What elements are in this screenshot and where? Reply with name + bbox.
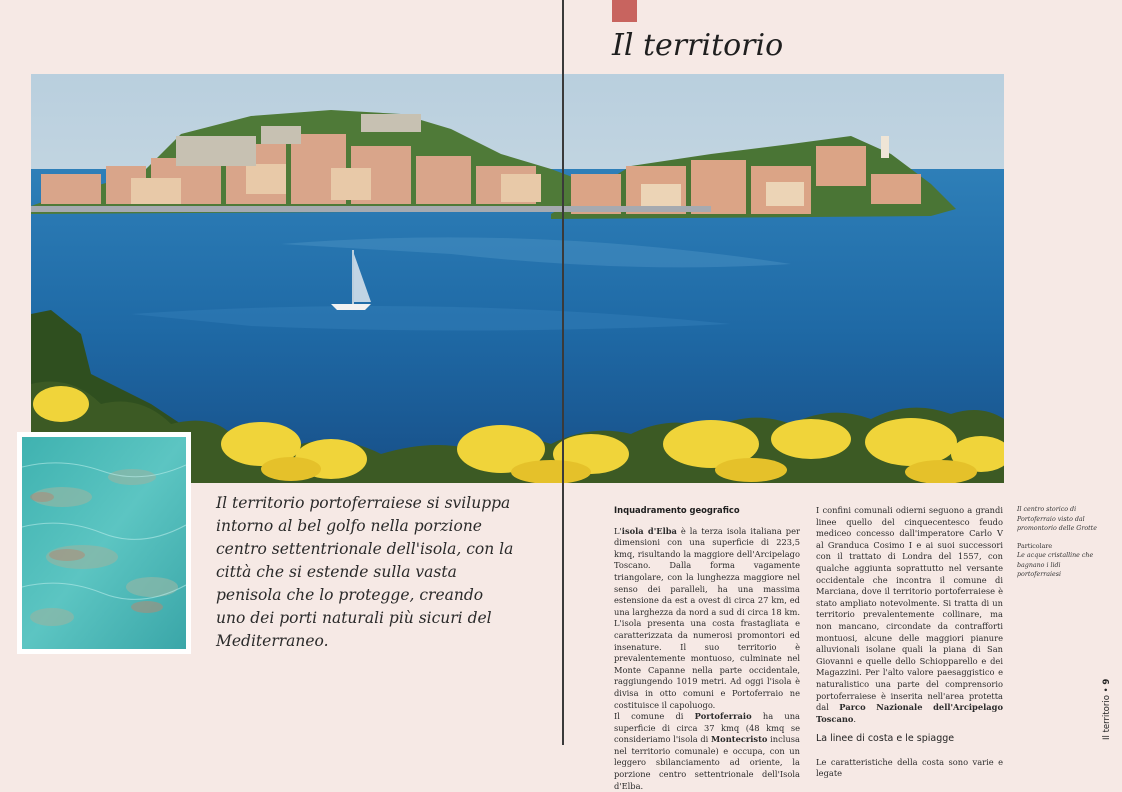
paragraph-confini [816,505,1003,725]
text-column-2 [816,505,1003,780]
inset-photo-frame [17,432,191,654]
text-column-1 [614,505,800,792]
lead-paragraph: Il territorio portoferraiese si sviluppa intorno al bel golfo nella porzione centro settentrionale dell'isola, con la città che si estende sulla vasta penisola che lo protegge, creando uno dei porti naturali più sicuri del Mediterraneo. [216,494,514,650]
paragraph-portoferraio [614,711,800,792]
text-run: . [853,713,857,724]
section-heading-geography: Inquadramento geografico [614,505,740,515]
text-run: ha una superficie di circa 37 kmq (48 kmq se consideriamo l'isola di [614,711,800,745]
caption-main-photo: Il centro storico di Portoferraio visto dal promontorio delle Grotte [1017,506,1097,532]
text-run: L' [614,525,622,536]
text-run: Il comune di [614,711,695,722]
text-run: inclusa nel territorio comunale) e occupa, con un leggero sbilanciamento ad oriente, la porzione centro settentrionale dell'Isola d'Elba. [614,734,800,791]
page-title: Il territorio [612,28,784,63]
page-folio [1102,679,1112,740]
accent-color-box [612,0,637,22]
text-run: I confini comunali odierni seguono a grandi linee quello del cinquecentesco feudo mediceo concesso dall'imperatore Carlo V al Granduca Cosimo I e ai suoi successori con il trattato di Londra del 1557, con qualche aggiunta soprattutto nel versante occidentale che incontra il comune di Marciana, dove il territorio portoferraiese è stato ampliato notevolmente. Si tratta di un territorio prevalentemente collinare, ma non mancano, circondate da contrafforti montuosi, alcune delle maggiori pianure alluvionali isolane quali la piana di San Giovanni e quelle dello Schiopparello e dei Magazzini. Per l'alto valore paesaggistico e naturalistico una parte del comprensorio portoferraiese è inserita nell'area protetta dal [816,505,1003,713]
paragraph-elba [614,526,800,712]
main-photo-panorama [31,74,1004,483]
page-gutter [562,0,564,745]
paragraph-coast: Le caratteristiche della costa sono varie e legate [816,756,1003,779]
bold-term-portoferraio: Portoferraio [694,711,752,722]
bold-term-montecristo: Montecristo [710,734,768,745]
photo-captions [1017,505,1097,580]
folio-section: Il territorio [1102,695,1112,740]
folio-separator: • [1102,687,1112,693]
inset-photo-water [22,437,186,649]
section-heading-coast: La linee di costa e le spiagge [816,733,955,745]
page-number: 9 [1102,678,1112,685]
bold-term-elba: isola d'Elba [621,525,677,536]
caption-inset-photo: Le acque cristalline che bagnano i lidi portoferraiesi [1017,552,1094,578]
bold-term-parco: Parco Nazionale dell'Arcipelago Toscano [816,702,1003,724]
text-run: è la terza isola italiana per dimensioni con una superficie di 223,5 kmq, risultando la maggiore dell'Arcipelago Toscano. Dalla forma vagamente triangolare, con la lunghezza maggiore nel senso dei paralleli, ha una massima estensione da est a ovest di circa 27 km, ed una larghezza da nord a sud di circa 18 km. L'isola presenta una costa frastagliata e caratterizzata da numerosi promontori ed insenature. Il suo territorio è prevalentemente montuoso, culminate nel Monte Capanne nella parte occidentale, raggiungendo 1019 metri. Ad oggi l'isola è divisa in otto comuni e Portoferraio ne costituisce il capoluogo. [614,525,800,710]
caption-label: Particolare [1017,542,1053,550]
